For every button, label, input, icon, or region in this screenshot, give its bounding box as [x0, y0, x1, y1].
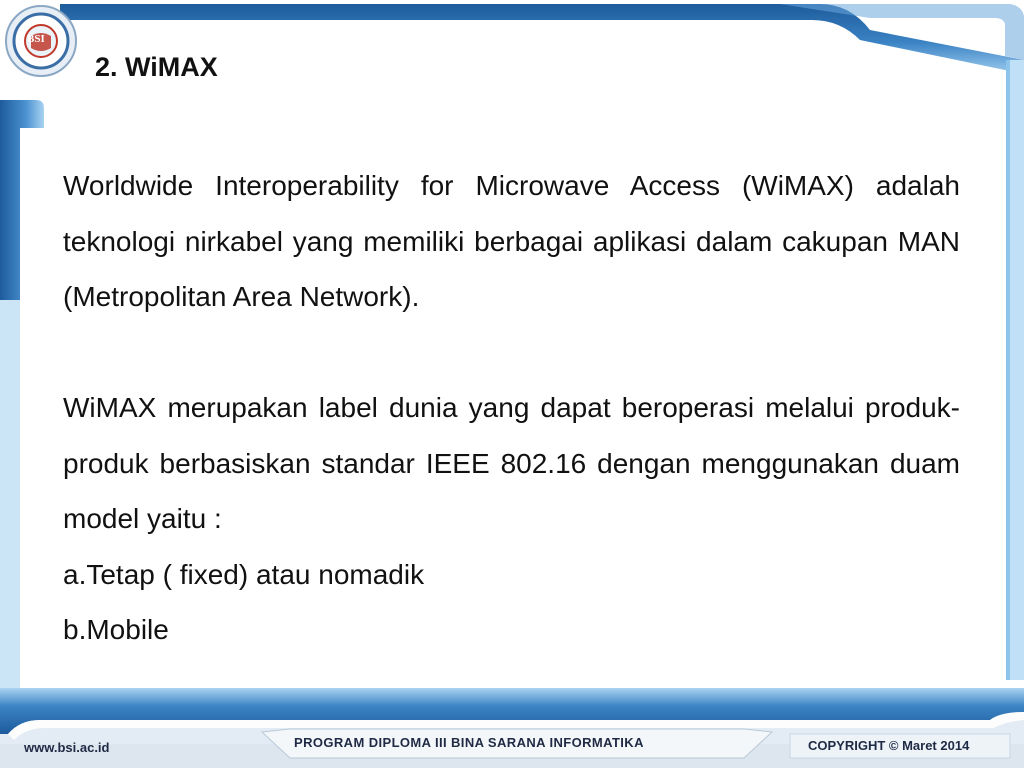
slide-title: 2. WiMAX	[95, 52, 218, 82]
paragraph-definition: Worldwide Interoperability for Microwave Access (WiMAX) adalah teknologi nirkabel yang memiliki berbagai aplikasi dalam cakupan MAN (Metropolitan Area Network).	[63, 170, 960, 312]
list-item-mobile: b.Mobile	[63, 614, 169, 645]
paragraph-standard: WiMAX merupakan label dunia yang dapat beroperasi melalui produk-produk berbasiskan standar IEEE 802.16 dengan menggunakan duam model yaitu :	[63, 392, 960, 534]
logo-text: BSI	[27, 33, 45, 45]
left-frame-bar	[0, 100, 44, 300]
footer-copyright: COPYRIGHT © Maret 2014	[808, 738, 970, 753]
footer-program: PROGRAM DIPLOMA III BINA SARANA INFORMATIKA	[294, 735, 644, 750]
list-item-fixed: a.Tetap ( fixed) atau nomadik	[63, 558, 425, 590]
footer-url: www.bsi.ac.id	[24, 740, 110, 755]
slide-body	[63, 158, 960, 658]
